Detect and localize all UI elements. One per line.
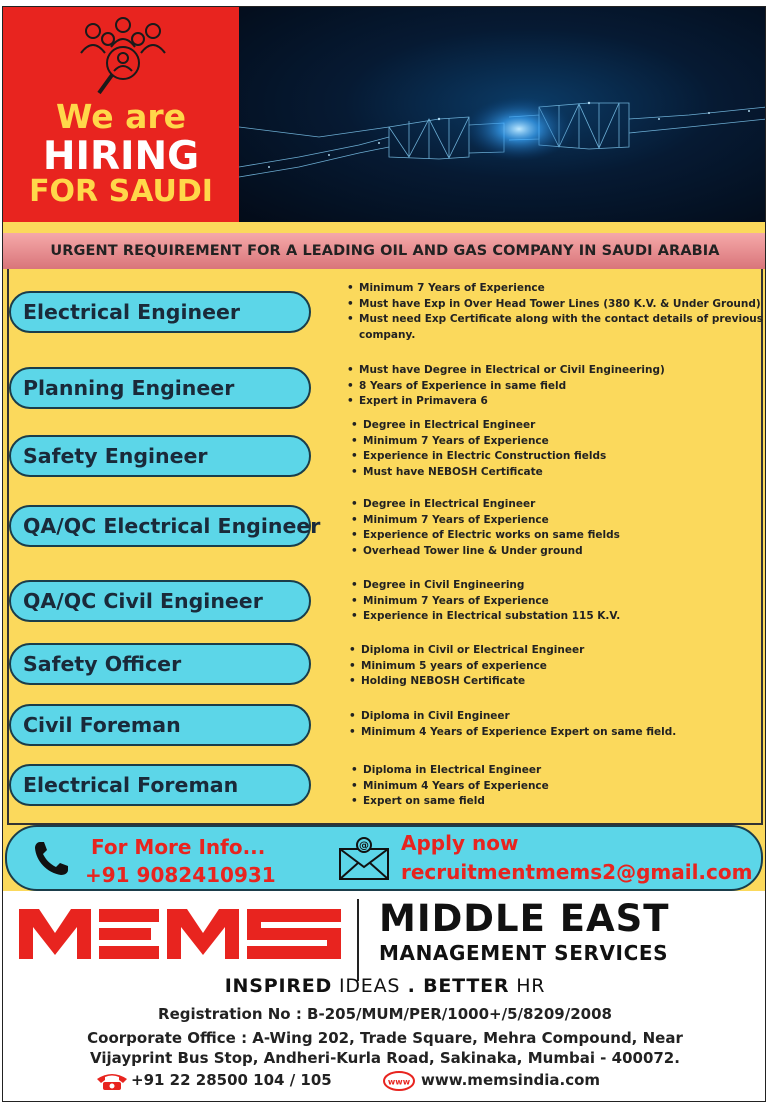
job-requirements-electrical-foreman	[351, 763, 765, 810]
job-title-safety-engineer	[9, 435, 311, 477]
job-requirements-civil-foreman	[349, 709, 765, 740]
requirement-item: • Expert in Primavera 6	[347, 394, 765, 410]
more-info-label: For More Info...	[91, 835, 266, 859]
requirement-item: • Diploma in Civil Engineer	[349, 709, 765, 725]
job-title-electrical-engineer	[9, 291, 311, 333]
tagline-better: BETTER	[423, 975, 510, 997]
requirement-item: • Holding NEBOSH Certificate	[349, 674, 765, 690]
people-search-icon	[73, 13, 173, 103]
website-link[interactable]: www.memsindia.com	[421, 1071, 601, 1089]
job-title-text: Safety Engineer	[23, 444, 208, 468]
requirement-item: • Diploma in Civil or Electrical Engineer	[349, 643, 765, 659]
apply-now-label: Apply now	[401, 831, 519, 855]
job-title-qaqc-electrical-engineer	[9, 505, 321, 547]
job-title-civil-foreman	[9, 704, 311, 746]
job-title-text: QA/QC Civil Engineer	[23, 589, 263, 613]
address-line1: Coorporate Office : A-Wing 202, Trade Square, Mehra Compound, Near	[87, 1029, 683, 1047]
tagline-inspired: INSPIRED	[224, 975, 333, 997]
requirement-item: • Minimum 4 Years of Experience Expert on same field.	[349, 725, 765, 741]
company-name-line2: MANAGEMENT SERVICES	[379, 941, 669, 965]
requirement-item: • Must have Exp in Over Head Tower Lines (380 K.V. & Under Ground)	[347, 297, 765, 313]
job-requirements-safety-officer	[349, 643, 765, 690]
job-title-planning-engineer	[9, 367, 311, 409]
tagline-hr: HR	[509, 975, 546, 997]
requirement-item: • Experience in Electric Construction fields	[351, 449, 765, 465]
office-phone[interactable]: +91 22 28500 104 / 105	[131, 1071, 332, 1089]
apply-email[interactable]: recruitmentmems2@gmail.com	[401, 860, 753, 884]
job-title-qaqc-civil-engineer	[9, 580, 311, 622]
job-requirements-qaqc-electrical-engineer	[351, 497, 765, 559]
requirement-item: • Must need Exp Certificate along with the contact details of previous company.	[347, 312, 765, 343]
urgent-requirement-strip	[3, 233, 766, 269]
address-line2: Vijayprint Bus Stop, Andheri-Kurla Road, Sakinaka, Mumbai - 400072.	[90, 1049, 680, 1067]
for-saudi-text: FOR SAUDI	[29, 174, 213, 209]
job-requirements-safety-engineer	[351, 418, 765, 480]
phone-icon	[31, 839, 71, 879]
www-icon	[383, 1071, 415, 1091]
requirement-item: • Degree in Electrical Engineer	[351, 497, 765, 513]
hiring-banner	[3, 7, 239, 222]
tagline-ideas: IDEAS	[332, 975, 401, 997]
requirement-item: • Minimum 7 Years of Experience	[351, 594, 765, 610]
contact-phone[interactable]: +91 9082410931	[85, 863, 276, 887]
job-title-text: Planning Engineer	[23, 376, 235, 400]
contact-bar	[5, 825, 763, 891]
hero-image-cable-plug	[239, 7, 766, 222]
requirement-item: • Minimum 5 years of experience	[349, 659, 765, 675]
job-title-text: Safety Officer	[23, 652, 182, 676]
svg-text:www: www	[387, 1077, 411, 1087]
requirement-item: • Degree in Civil Engineering	[351, 578, 765, 594]
urgent-requirement-text: URGENT REQUIREMENT FOR A LEADING OIL AND GAS COMPANY IN SAUDI ARABIA	[50, 243, 720, 259]
job-requirements-qaqc-civil-engineer	[351, 578, 765, 625]
job-title-text: Electrical Engineer	[23, 300, 240, 324]
company-footer	[3, 891, 766, 1102]
requirement-item: • Overhead Tower line & Under ground	[351, 544, 765, 560]
requirement-item: • Diploma in Electrical Engineer	[351, 763, 765, 779]
hiring-text: HIRING	[42, 134, 200, 179]
job-title-electrical-foreman	[9, 764, 311, 806]
job-requirements-electrical-engineer	[347, 281, 765, 343]
job-title-text: QA/QC Electrical Engineer	[23, 514, 321, 538]
job-title-safety-officer	[9, 643, 311, 685]
requirement-item: • Degree in Electrical Engineer	[351, 418, 765, 434]
job-title-text: Civil Foreman	[23, 713, 181, 737]
requirement-item: • 8 Years of Experience in same field	[347, 379, 765, 395]
requirement-item: • Must have NEBOSH Certificate	[351, 465, 765, 481]
poster	[2, 6, 766, 1102]
tagline-dot: .	[400, 975, 424, 997]
requirement-item: • Minimum 7 Years of Experience	[351, 513, 765, 529]
job-title-text: Electrical Foreman	[23, 773, 239, 797]
requirement-item: • Minimum 7 Years of Experience	[351, 434, 765, 450]
mems-logo	[15, 903, 345, 963]
job-requirements-planning-engineer	[347, 363, 765, 410]
requirement-item: • Minimum 7 Years of Experience	[347, 281, 765, 297]
company-name-line1: MIDDLE EAST	[379, 897, 670, 940]
telephone-icon	[95, 1071, 129, 1091]
company-tagline	[3, 975, 766, 997]
requirement-item: • Experience of Electric works on same fields	[351, 528, 765, 544]
mail-icon	[337, 835, 391, 881]
registration-number: Registration No : B-205/MUM/PER/1000+/5/8209/2008	[158, 1005, 612, 1023]
svg-text:@: @	[359, 840, 369, 852]
logo-divider	[357, 899, 359, 981]
requirement-item: • Minimum 4 Years of Experience	[351, 779, 765, 795]
requirement-item: • Expert on same field	[351, 794, 765, 810]
we-are-text: We are	[55, 97, 187, 136]
requirement-item: • Experience in Electrical substation 115 K.V.	[351, 609, 765, 625]
requirement-item: • Must have Degree in Electrical or Civil Engineering)	[347, 363, 765, 379]
cable-plug-graphic	[239, 7, 766, 222]
